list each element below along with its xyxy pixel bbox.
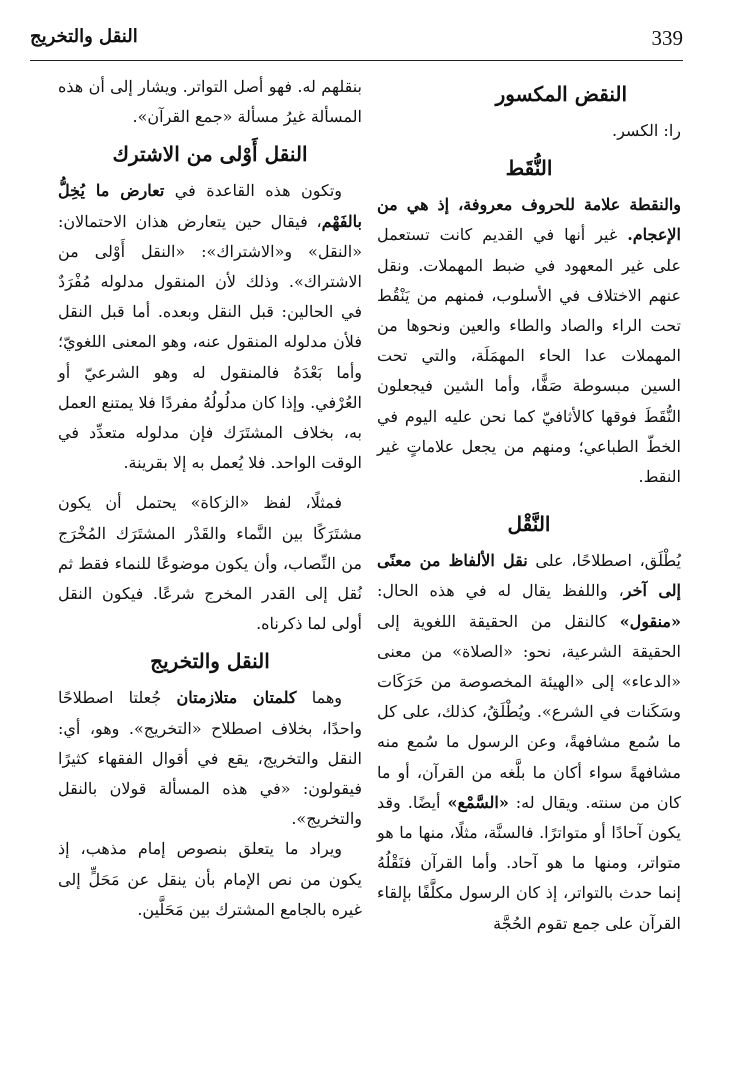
- body-text: وتكون هذه القاعدة في: [164, 181, 342, 201]
- right-column: [377, 72, 681, 939]
- body-text: يُطْلَق، اصطلاحًا، على: [527, 551, 681, 571]
- page-header: [30, 24, 683, 61]
- entry-text-naql-awla: [58, 176, 362, 478]
- entry-text-naql-takhrij: [58, 683, 362, 834]
- bold-term: كلمتان متلازمتان: [176, 688, 297, 708]
- entry-text-nuqat: [377, 190, 681, 492]
- entry-heading-nuqat: النُّقَط: [505, 156, 553, 181]
- bold-term: «منقول»: [619, 611, 681, 631]
- page-number: 339: [651, 26, 683, 50]
- body-text: غير أنها في القديم كانت تستعمل على غير المعهود في ضبط المهملات. ونقل عنهم الاختلاف في الأسلوب، فمنهم من يَنْقُط تحت الراء والصاد والطاء والعين ونحوها من المهملات عدا الحاء المهمَلَة، والتي تحت السين مبسوطة صَفًّا، وأما الشين فيجعلون النُّقَطَ فوقها كالأثافيّ كما نحن عليه اليوم في الخطّ الطباعي؛ ومنهم من يجعل علاماتٍ غير النقط.: [377, 225, 681, 487]
- bold-term: تعارض ما يُخِلُّ بالفَهْم: [58, 181, 362, 231]
- body-text: وهما: [296, 688, 343, 708]
- example-paragraph: فمثلًا، لفظ «الزكاة» يحتمل أن يكون مشتَرَكًا بين النَّماء والقَدْر المشتَرَك المُخْرَج من النِّصاب، وأن يكون موضوعًا للنماء فقط ثم نُقل إلى القدر المخرج شرعًا. فيكون النقل أولى لما ذكرناه.: [58, 493, 362, 634]
- body-text: ، فيقال حين يتعارض هذان الاحتمالان: «النقل» و«الاشتراك»: «النقل أَوْلى من الاشتراك». وذلك لأن المنقول مدلوله مُفْرَدٌ في الحالين: قبل النقل وبعده. أما قبل النقل فلأن مدلوله المنقول عنه، وهو المعنى اللغويّ؛ وأما بَعْدَهُ فالمنقول له وهو الشرعيّ أو العُرْفي. وإذا كان مدلُولُهُ مفردًا فلا يمتنع العمل به، بخلاف المشتَرَك فإن مدلوله متعدِّد في الوقت الواحد. فلا يُعمل به إلا بقرينة.: [58, 211, 362, 473]
- closing-paragraph: ويراد ما يتعلق بنصوص إمام مذهب، إذ يكون من نص الإمام بأن ينقل عن مَحَلٍّ إلى غيره بالجامع المشترك بين مَحَلَّين.: [58, 839, 362, 919]
- cross-reference: را: الكسر.: [612, 121, 681, 140]
- body-text: جُعلتا اصطلاحًا واحدًا، بخلاف اصطلاح «التخريج». وهو، أي: النقل والتخريج، يقع في أقوال الفقهاء كثيرًا فيقولون: «في هذه المسألة قولان بالنقل والتخريج».: [58, 688, 362, 829]
- bold-term: «السَّمْع»: [447, 792, 509, 812]
- running-title: النقل والتخريج: [30, 26, 138, 47]
- entry-heading-naql: النَّقْل: [507, 512, 551, 537]
- entry-text-naql: [377, 546, 681, 939]
- continuation-text: بنقلهم له. فهو أصل التواتر. ويشار إلى أن هذه المسألة غيرُ مسألة «جمع القرآن».: [58, 77, 362, 127]
- body-text: كالنقل من الحقيقة اللغوية إلى الحقيقة الشرعية، نحو: «الصلاة» من معنى «الدعاء» إلى «الهيئة المخصوصة من حَرَكَات وسَكَنات في الشرع». ويُطْلَقُ، كذلك، على كل ما سُمع مشافهةً، وعن الرسول ما سُمع منه مشافهةً سواء أكان ما بلَّغه من القرآن، أو ما كان من سنته. ويقال له:: [377, 611, 681, 812]
- entry-heading-naqd: النقض المكسور: [495, 82, 627, 106]
- body-text: أيضًا. وقد يكون آحادًا أو متواترًا. فالسنَّة، مثلًا، منها ما هو متواتر، ومنها ما هو آحاد. وأما القرآن فنَقْلُهُ إنما حدث بالتواتر، إذ كان الرسول مكلَّفًا بإلقاء القرآن على جمع تقوم الحُجَّة: [377, 792, 681, 933]
- spacer: [58, 478, 362, 488]
- bold-definition: والنقطة علامة للحروف معروفة، إذ هي من الإعجام.: [377, 195, 681, 245]
- entry-heading-naql-awla: النقل أَوْلى من الاشترك: [112, 142, 308, 167]
- bold-term: نقل الألفاظ من معنًى إلى آخر: [377, 551, 682, 601]
- left-column: [58, 72, 362, 925]
- spacer: [377, 492, 681, 502]
- body-text: ، واللفظ يقال له في هذه الحال:: [377, 581, 624, 601]
- entry-heading-naql-takhrij: النقل والتخريج: [150, 649, 270, 674]
